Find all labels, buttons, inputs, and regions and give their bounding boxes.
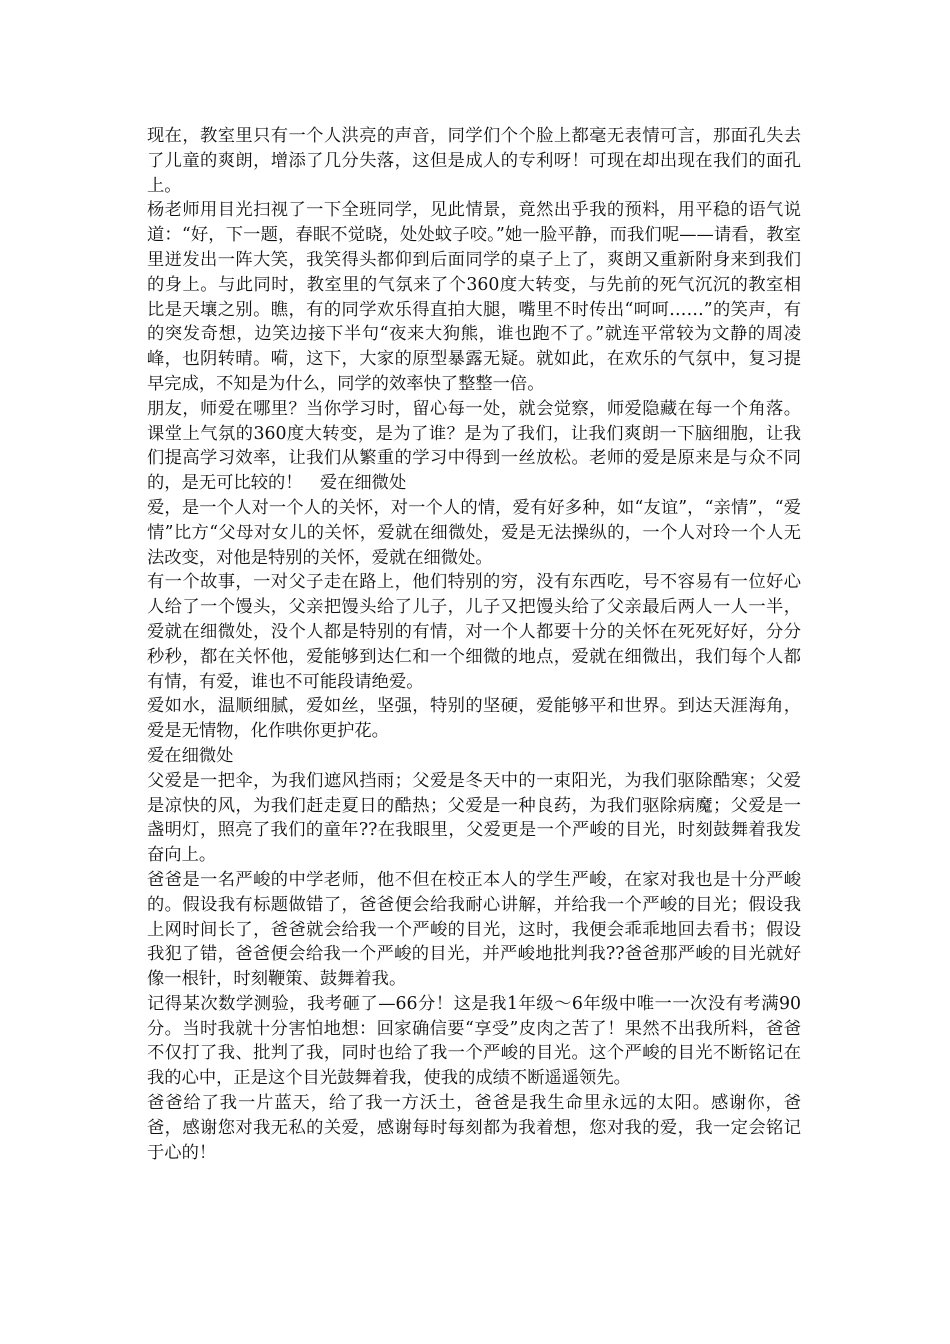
paragraph: 爱，是一个人对一个人的关怀，对一个人的情，爱有好多种，如“友谊”，“亲情”，“爱情”比方“父母对女儿的关怀，爱就在细微处，爱是无法操纵的，一个人对玲一个人无法改变，对他是特别的关怀，爱就在细微处。 <box>147 497 801 568</box>
paragraph: 爱如水，温顺细腻，爱如丝，坚强，特别的坚硬，爱能够平和世界。到达天涯海角，爱是无情物，化作哄你更护花。 <box>147 696 801 742</box>
paragraph: 记得某次数学测验，我考砸了—66分！这是我1年级～6年级中唯一一次没有考满90分。当时我就十分害怕地想：回家确信要“享受”皮肉之苦了！果然不出我所料，爸爸不仅打了我、批判了我，同时也给了我一个严峻的目光。这个严峻的目光不断铭记在我的心中，正是这个目光鼓舞着我，使我的成绩不断遥遥领先。 <box>147 993 801 1089</box>
paragraph: 现在，教室里只有一个人洪亮的声音，同学们个个脸上都毫无表情可言，那面孔失去了儿童的爽朗，增添了几分失落，这但是成人的专利呀！可现在却出现在我们的面孔上。 <box>147 126 801 196</box>
paragraph: 朋友，师爱在哪里？当你学习时，留心每一处，就会觉察，师爱隐藏在每一个角落。课堂上气氛的360度大转变，是为了谁？是为了我们，让我们爽朗一下脑细胞，让我们提高学习效率，让我们从繁重的学习中得到一丝放松。老师的爱是原来是与众不同的，是无可比较的！ 爱在细微处 <box>147 398 801 494</box>
document-body <box>147 124 801 1165</box>
paragraph: 杨老师用目光扫视了一下全班同学，见此情景，竟然出乎我的预料，用平稳的语气说道：“好，下一题，春眠不觉晓，处处蚊子咬。”她一脸平静，而我们呢——请看，教室里迸发出一阵大笑，我笑得头都仰到后面同学的桌子上了，爽朗又重新附身来到我们的身上。与此同时，教室里的气氛来了个360度大转变，与先前的死气沉沉的教室相比是天壤之别。瞧，有的同学欢乐得直拍大腿，嘴里不时传出“呵呵……”的笑声，有的突发奇想，边笑边接下半句“夜来大狗熊，谁也跑不了。”就连平常较为文静的周凌峰，也阴转晴。嗬，这下，大家的原型暴露无疑。就如此，在欢乐的气氛中，复习提早完成，不知是为什么，同学的效率快了整整一倍。 <box>147 200 801 394</box>
paragraph: 父爱是一把伞，为我们遮风挡雨；父爱是冬天中的一束阳光，为我们驱除酷寒；父爱是凉快的风，为我们赶走夏日的酷热；父爱是一种良药，为我们驱除病魔；父爱是一盏明灯，照亮了我们的童年??在我眼里，父爱更是一个严峻的目光，时刻鼓舞着我发奋向上。 <box>147 770 801 866</box>
paragraph: 爸爸是一名严峻的中学老师，他不但在校正本人的学生严峻，在家对我也是十分严峻的。假设我有标题做错了，爸爸便会给我耐心讲解，并给我一个严峻的目光；假设我上网时间长了，爸爸就会给我一个严峻的目光，这时，我便会乖乖地回去看书；假设我犯了错，爸爸便会给我一个严峻的目光，并严峻地批判我??爸爸那严峻的目光就好像一根针，时刻鞭策、鼓舞着我。 <box>147 869 801 990</box>
paragraph: 爸爸给了我一片蓝天，给了我一方沃土，爸爸是我生命里永远的太阳。感谢你，爸爸，感谢您对我无私的关爱，感谢每时每刻都为我着想，您对我的爱，我一定会铭记于心的！ <box>147 1093 801 1163</box>
section-heading: 爱在细微处 <box>147 745 234 766</box>
paragraph: 有一个故事，一对父子走在路上，他们特别的穷，没有东西吃，号不容易有一位好心人给了一个馒头，父亲把馒头给了儿子，儿子又把馒头给了父亲最后两人一人一半，爱就在细微处，没个人都是特别的有情，对一个人都要十分的关怀在死死好好，分分秒秒，都在关怀他，爱能够到达仁和一个细微的地点，爱就在细微出，我们每个人都有情，有爱，谁也不可能段请绝爱。 <box>147 572 801 692</box>
